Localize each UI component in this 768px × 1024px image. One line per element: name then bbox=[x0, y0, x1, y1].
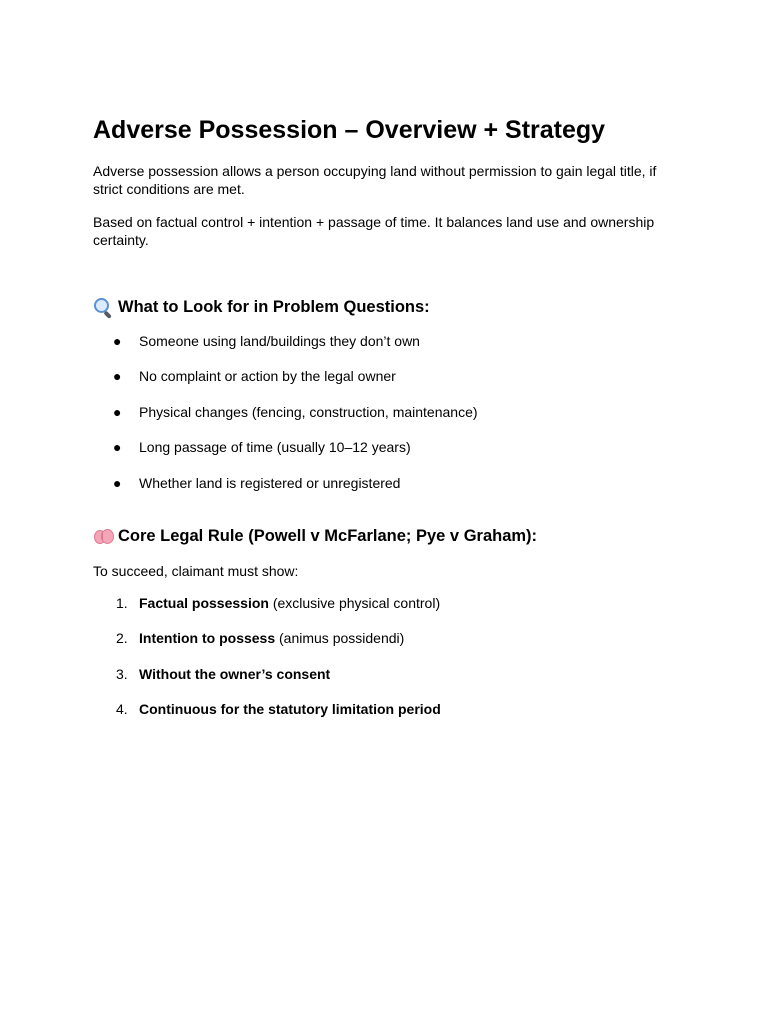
list-item-bold: Continuous for the statutory limitation period bbox=[139, 701, 441, 718]
bullet-marker: ● bbox=[113, 474, 122, 491]
list-item-text: Physical changes (fencing, construction, maintenance) bbox=[139, 403, 478, 420]
intro-paragraph-1: Adverse possession allows a person occupying land without permission to gain legal title, if strict conditions are met. bbox=[93, 163, 657, 197]
brain-icon bbox=[93, 526, 113, 546]
list-item bbox=[93, 367, 673, 402]
section-heading-problem-questions bbox=[93, 296, 430, 318]
list-item bbox=[93, 332, 673, 367]
problem-questions-list bbox=[93, 332, 673, 509]
list-item-text bbox=[139, 629, 404, 647]
core-rule-list bbox=[93, 594, 673, 736]
intro-paragraph-2: Based on factual control + intention + passage of time. It balances land use and ownership certainty. bbox=[93, 214, 655, 248]
section-heading-text: Core Legal Rule (Powell v McFarlane; Pye v Graham): bbox=[118, 527, 538, 545]
list-item-bold: Without the owner’s consent bbox=[139, 665, 331, 682]
section-heading-core-legal-rule bbox=[93, 525, 537, 547]
list-number: 1. bbox=[116, 595, 128, 611]
list-item bbox=[93, 665, 673, 700]
list-number: 2. bbox=[116, 630, 128, 647]
list-item-text: Long passage of time (usually 10–12 years) bbox=[139, 439, 411, 456]
list-item bbox=[93, 403, 673, 438]
bullet-marker: ● bbox=[113, 333, 122, 349]
list-item-bold: Intention to possess bbox=[139, 630, 276, 647]
list-item bbox=[93, 474, 673, 509]
bullet-marker: ● bbox=[113, 368, 122, 385]
list-item-rest: (exclusive physical control) bbox=[268, 595, 441, 611]
list-item-rest: (animus possidendi) bbox=[275, 630, 405, 647]
list-item bbox=[93, 594, 673, 629]
list-number: 4. bbox=[116, 701, 128, 718]
magnifying-glass-icon bbox=[93, 297, 113, 317]
list-item bbox=[93, 629, 673, 664]
page-title: Adverse Possession – Overview + Strategy bbox=[93, 116, 606, 144]
list-item-text: No complaint or action by the legal owner bbox=[139, 368, 396, 385]
list-item-text bbox=[139, 700, 441, 718]
list-item bbox=[93, 700, 673, 735]
list-number: 3. bbox=[116, 665, 128, 682]
section-heading-text: What to Look for in Problem Questions: bbox=[118, 298, 430, 316]
list-item-bold: Factual possession bbox=[139, 595, 269, 611]
bullet-marker: ● bbox=[113, 439, 122, 456]
bullet-marker: ● bbox=[113, 403, 122, 420]
list-item-text bbox=[139, 665, 330, 683]
list-item-text: Someone using land/buildings they don’t own bbox=[139, 333, 420, 349]
list-item-text: Whether land is registered or unregistered bbox=[139, 474, 401, 491]
core-rule-lead: To succeed, claimant must show: bbox=[93, 563, 299, 579]
list-item-text bbox=[139, 594, 440, 612]
list-item bbox=[93, 438, 673, 473]
